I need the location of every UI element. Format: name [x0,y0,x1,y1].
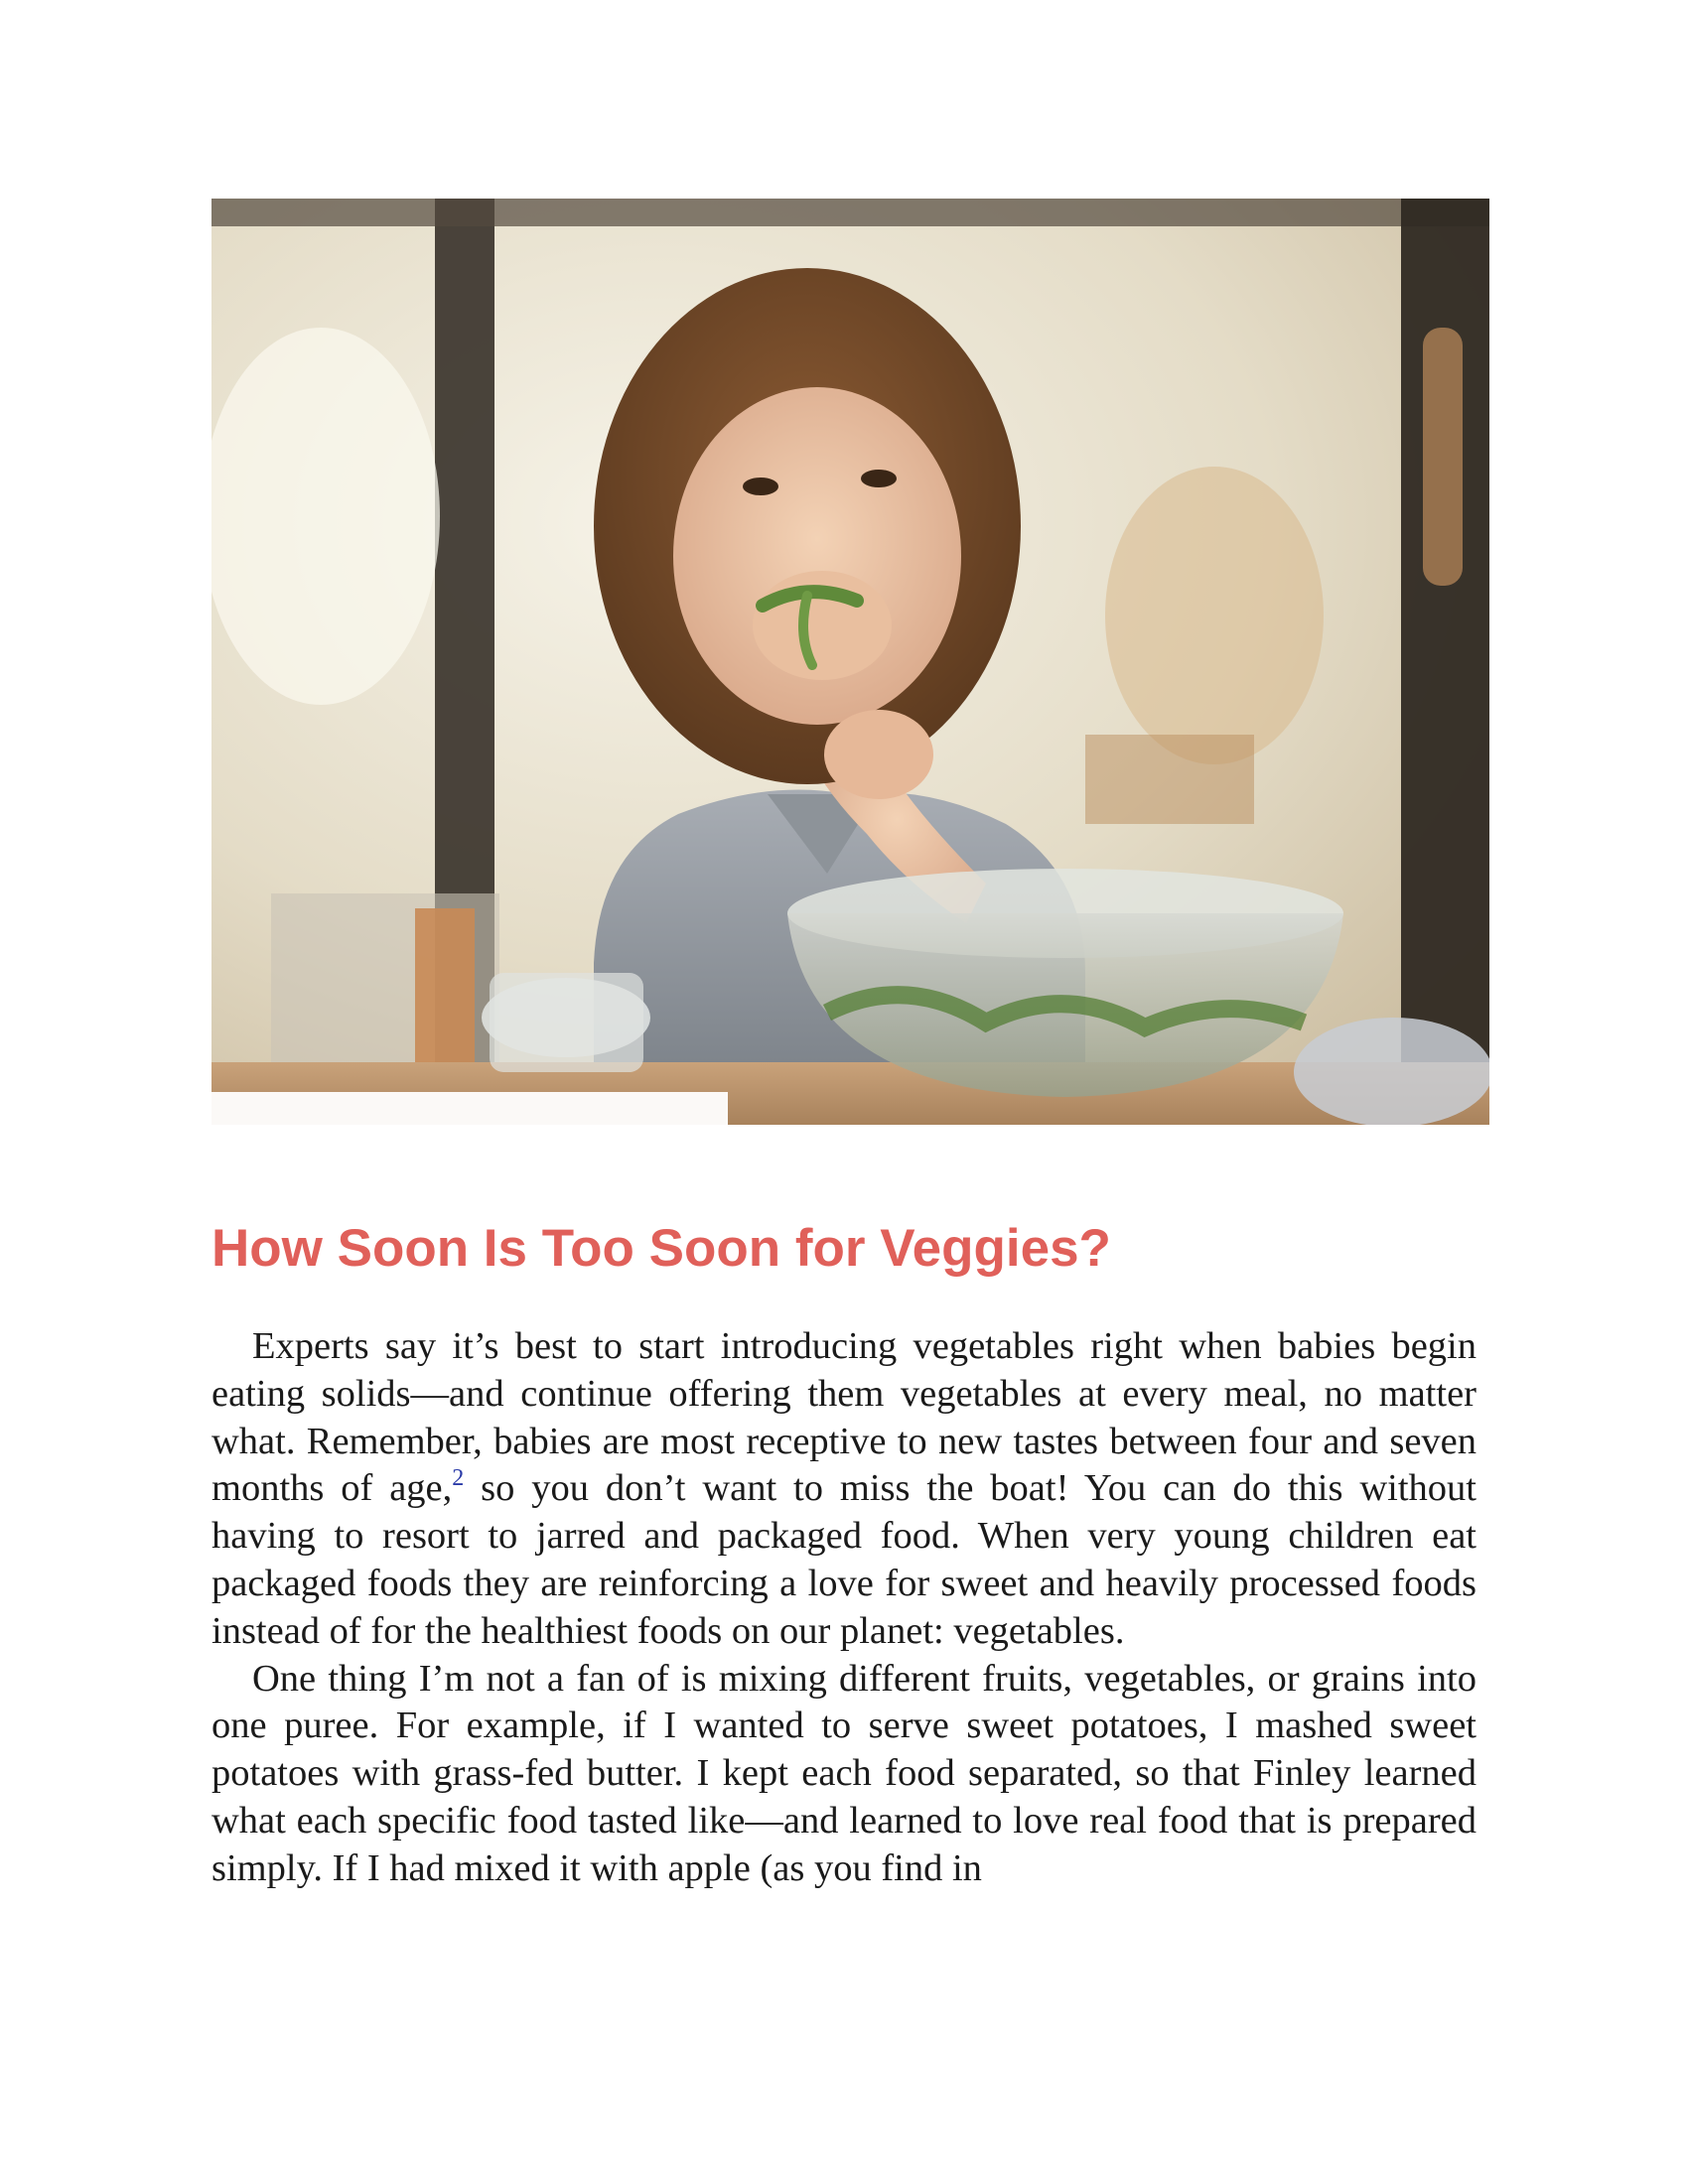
footnote-reference[interactable]: 2 [452,1465,465,1492]
section-heading: How Soon Is Too Soon for Veggies? [211,1219,1111,1278]
toddler-photo [211,199,1489,1125]
body-text [211,1323,1477,1893]
paragraph-1 [211,1323,1477,1656]
paragraph-2: One thing I’m not a fan of is mixing different fruits, vegetables, or grains into one puree. For example, if I wanted to serve sweet potatoes, I mashed sweet potatoes with grass-fed butter. I kept each food separated, so that Finley learned what each specific food tasted like—and learned to love real food that is prepared simply. If I had mixed it with apple (as you find in [211,1657,1477,1889]
paragraph-1-text-before: Experts say it’s best to start introducing vegetables right when babies begin eating solids—and continue offering them vegetables at every meal, no matter what. Remember, babies are most receptive to new tastes between four and seven months of age, [211,1325,1477,1510]
paragraph-1-text-after: so you don’t want to miss the boat! You can do this without having to resort to jarred and packaged food. When very young children eat packaged foods they are reinforcing a love for sweet and heavily processed foods instead of for the healthiest foods on our planet: vegetables. [211,1467,1477,1652]
